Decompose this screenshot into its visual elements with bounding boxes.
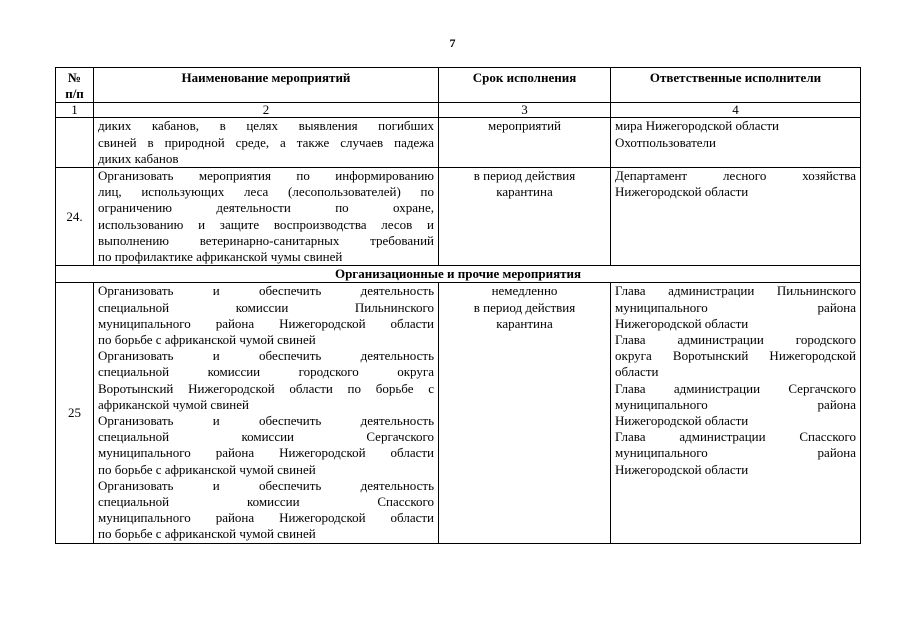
activity-line: Воротынский Нижегородской области по борьбе с [98, 380, 434, 396]
responsible-line: Нижегородской области [615, 315, 749, 331]
activity-line: муниципального района Нижегородской области [98, 315, 434, 331]
responsible-line: Нижегородской области [615, 461, 749, 477]
activity-line: по профилактике африканской чумы свиней [98, 249, 343, 265]
responsible-line: мира Нижегородской области [615, 118, 779, 134]
header-activity-name: Наименование мероприятий [94, 68, 439, 103]
responsible-line: Департамент лесного хозяйства [615, 168, 856, 184]
responsible-line: муниципального района [615, 299, 856, 315]
row-number: 25 [56, 283, 94, 543]
section-row [56, 266, 861, 283]
responsible-line: Глава администрации городского [615, 332, 856, 348]
responsible-cell [611, 168, 861, 266]
activity-line: выполнению ветеринарно-санитарных требований [98, 232, 434, 248]
deadline-cell [439, 283, 611, 543]
activity-line: муниципального района Нижегородской области [98, 510, 434, 526]
header-number [56, 68, 94, 103]
activity-cell [94, 118, 439, 168]
activity-line: Организовать и обеспечить деятельность [98, 348, 434, 364]
responsible-cell [611, 118, 861, 168]
activity-line: Организовать и обеспечить деятельность [98, 477, 434, 493]
activity-line: использованию и защите воспроизводства лесов и [98, 216, 434, 232]
section-title: Организационные и прочие мероприятия [56, 266, 861, 283]
activity-line: диких кабанов, в целях выявления погибших [98, 118, 434, 134]
activity-line: по борьбе с африканской чумой свиней [98, 332, 316, 348]
responsible-line: округа Воротынский Нижегородской [615, 348, 856, 364]
responsible-line: области [615, 364, 659, 380]
activity-cell [94, 168, 439, 266]
activity-line: африканской чумой свиней [98, 396, 249, 412]
responsible-line: Глава администрации Пильнинского [615, 283, 856, 299]
deadline-line: немедленно [491, 283, 558, 299]
column-number: 3 [439, 103, 611, 118]
responsible-line: Глава администрации Спасского [615, 429, 856, 445]
responsible-line: Нижегородской области [615, 184, 749, 200]
column-number: 4 [611, 103, 861, 118]
activity-line: Организовать и обеспечить деятельность [98, 283, 434, 299]
activity-line: Организовать мероприятия по информированию [98, 168, 434, 184]
responsible-line: муниципального района [615, 445, 856, 461]
responsible-line: Глава администрации Сергачского [615, 380, 856, 396]
table-row [56, 283, 861, 543]
deadline-cell [439, 168, 611, 266]
activity-line: специальной комиссии Спасского [98, 494, 434, 510]
activity-line: по борьбе с африканской чумой свиней [98, 461, 316, 477]
responsible-line: муниципального района [615, 396, 856, 412]
header-deadline: Срок исполнения [439, 68, 611, 103]
activity-line: специальной комиссии Сергачского [98, 429, 434, 445]
activities-table [55, 67, 861, 544]
deadline-line: мероприятий [488, 118, 561, 134]
responsible-line: Охотпользователи [615, 134, 716, 150]
activity-line: специальной комиссии Пильнинского [98, 299, 434, 315]
header-number-line: № [67, 70, 82, 85]
activity-line: Организовать и обеспечить деятельность [98, 413, 434, 429]
activity-line: диких кабанов [98, 150, 179, 166]
activity-line: по борьбе с африканской чумой свиней [98, 526, 316, 542]
header-responsible: Ответственные исполнители [611, 68, 861, 103]
deadline-line: в период действия [473, 299, 576, 315]
responsible-cell [611, 283, 861, 543]
activity-line: ограничению деятельности по охране, [98, 200, 434, 216]
row-number [56, 118, 94, 168]
activity-line: свиней в природной среде, а также случаев падежа [98, 134, 434, 150]
activity-line: лиц, использующих леса (лесопользователей) по [98, 184, 434, 200]
activity-line: муниципального района Нижегородской области [98, 445, 434, 461]
deadline-line: карантина [496, 184, 553, 200]
responsible-line: Нижегородской области [615, 413, 749, 429]
deadline-cell [439, 118, 611, 168]
header-number-line: п/п [65, 86, 84, 102]
table-row [56, 168, 861, 266]
deadline-line: карантина [496, 315, 553, 331]
column-number: 2 [94, 103, 439, 118]
column-numbers-row [56, 103, 861, 118]
deadline-line: в период действия [473, 168, 576, 184]
page-number: 7 [449, 36, 456, 50]
activity-line: специальной комиссии городского округа [98, 364, 434, 380]
table-header-row [56, 68, 861, 103]
row-number: 24. [56, 168, 94, 266]
table-row [56, 118, 861, 168]
column-number: 1 [56, 103, 94, 118]
activity-cell [94, 283, 439, 543]
